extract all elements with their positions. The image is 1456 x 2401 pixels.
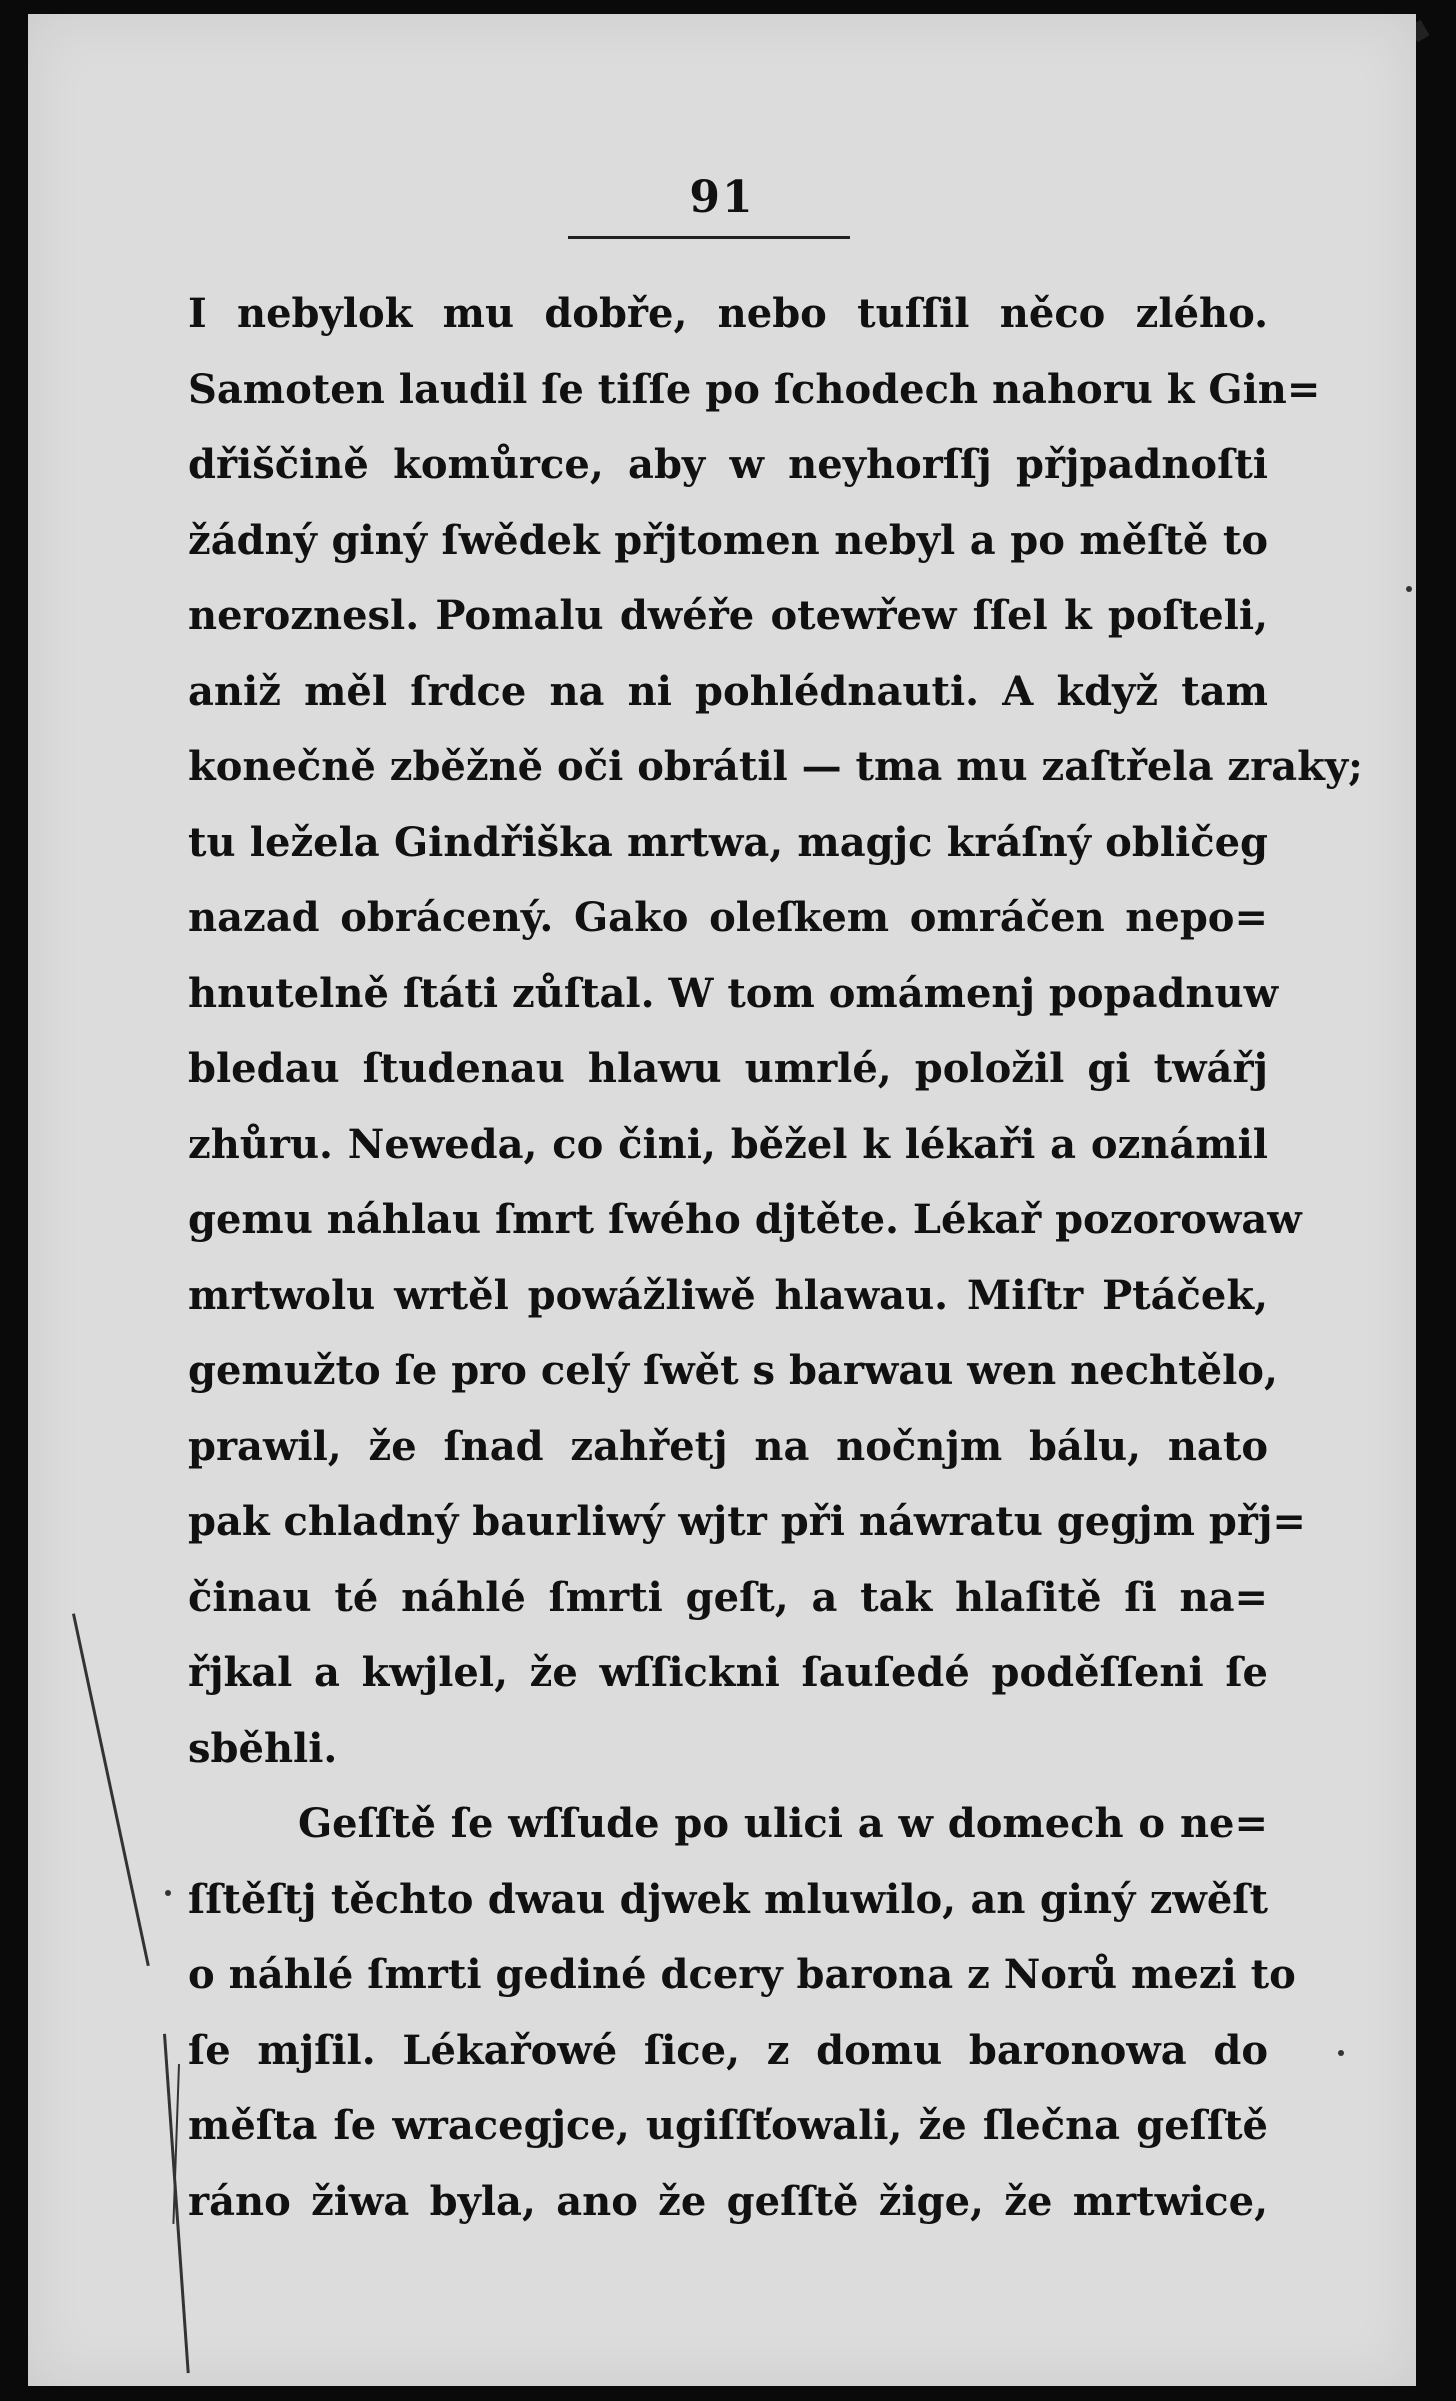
text-line: gemužto ſe pro celý ſwět s barwau wen nechtělo, <box>188 1347 1278 1394</box>
body-text <box>188 276 1363 2239</box>
text-line: činau té náhlé ſmrti geſt, a tak hlaſitě ſi na= <box>188 1573 1268 1621</box>
text-line: Geſſtě ſe wſſude po ulici a w domech o ne= <box>298 1800 1268 1847</box>
text-line: ſſtěſtj těchto dwau djwek mluwilo, an giný zwěſt <box>188 1875 1268 1923</box>
page-number: 91 <box>689 172 755 223</box>
text-line: mrtwolu wrtěl powážliwě hlawau. Miſtr Ptáček, <box>188 1271 1268 1319</box>
text-line: Samoten laudil ſe tiſſe po ſchodech nahoru k Gin= <box>188 365 1321 413</box>
text-line: konečně zběžně oči obrátil — tma mu zaſtřela zraky; <box>188 743 1363 790</box>
text-line: gemu náhlau ſmrt ſwého djtěte. Lékař pozorowaw <box>188 1196 1302 1243</box>
text-line: prawil, že ſnad zahřetj na nočnjm bálu, nato <box>188 1422 1268 1470</box>
text-line: měſta ſe wracegjce, ugiſſťowali, že ſlečna geſſtě <box>188 2102 1268 2149</box>
text-line: nazad obrácený. Gako oleſkem omráčen nepo= <box>188 894 1268 941</box>
text-line: I nebylok mu dobře, nebo tuſſil něco zlého. <box>188 290 1268 337</box>
text-line: aniž měl ſrdce na ni pohlédnauti. A když tam <box>188 667 1268 715</box>
book-page <box>28 14 1416 2386</box>
text-line: hnutelně ſtáti zůſtal. W tom omámenj popadnuw <box>188 969 1278 1017</box>
text-line: dřiščině komůrce, aby w neyhorſſj přjpadnoſti <box>188 441 1268 488</box>
text-line: tu ležela Gindřiška mrtwa, magjc kráſný obličeg <box>188 818 1268 866</box>
text-line: sběhli. <box>188 1724 338 1772</box>
text-line: bledau ſtudenau hlawu umrlé, položil gi twářj <box>188 1045 1268 1092</box>
margin-speck <box>1338 2050 1344 2056</box>
text-line: pak chladný baurliwý wjtr při náwratu gegjm přj= <box>188 1498 1306 1545</box>
text-line: ſe mjſil. Lékařowé ſice, z domu baronowa do <box>188 2026 1268 2074</box>
text-line: ráno žiwa byla, ano že geſſtě žige, že mrtwice, <box>188 2177 1268 2225</box>
margin-scratch-line <box>72 1613 150 1966</box>
margin-speck <box>1406 586 1412 592</box>
header-rule <box>568 236 850 239</box>
text-line: o náhlé ſmrti gediné dcery barona z Norů mezi to <box>188 1951 1296 1998</box>
paragraph-1 <box>188 276 1363 1786</box>
text-line: zhůru. Neweda, co čini, běžel k lékaři a oznámil <box>188 1120 1268 1168</box>
paragraph-2 <box>188 1786 1296 2239</box>
margin-speck <box>165 1890 171 1896</box>
text-line: neroznesl. Pomalu dwéře otewřew ſſel k poſteli, <box>188 592 1268 639</box>
text-line: řjkal a kwjlel, že wſſickni ſauſedé poděſſeni ſe <box>188 1649 1268 1696</box>
text-line: žádný giný ſwědek přjtomen nebyl a po měſtě to <box>188 516 1268 564</box>
